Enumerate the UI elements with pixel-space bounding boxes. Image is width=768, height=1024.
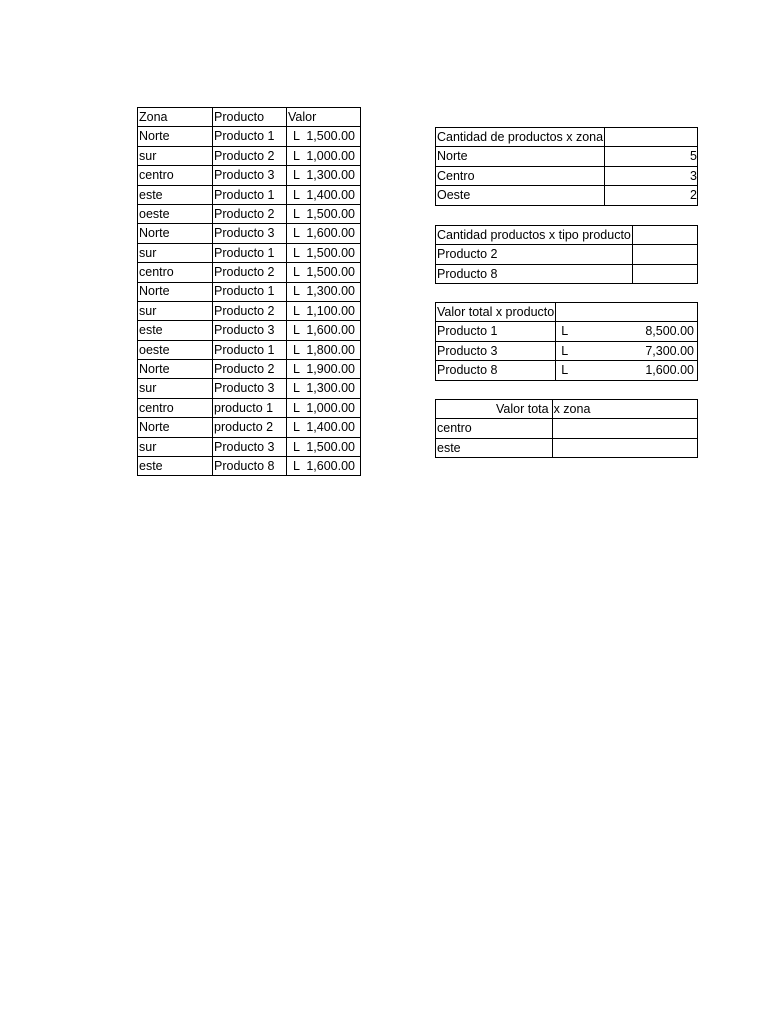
producto-cell[interactable]: producto 1 xyxy=(213,398,287,417)
currency-symbol: L xyxy=(293,342,300,357)
zona-count-title-row xyxy=(436,128,698,147)
currency-symbol: L xyxy=(293,362,300,377)
table-row xyxy=(138,418,361,437)
table-row xyxy=(138,437,361,456)
producto-cell[interactable]: Producto 1 xyxy=(213,340,287,359)
zona-cell[interactable]: sur xyxy=(138,379,213,398)
table-row xyxy=(138,204,361,223)
zona-count-value[interactable]: 5 xyxy=(605,147,698,166)
valor-amount: 1,400.00 xyxy=(306,187,355,202)
currency-symbol: L xyxy=(293,226,300,241)
table-row xyxy=(436,147,698,166)
producto-name[interactable]: Producto 8 xyxy=(436,361,556,380)
valor-cell[interactable] xyxy=(287,301,361,320)
producto-name[interactable]: Producto 2 xyxy=(436,245,633,264)
producto-cell[interactable]: Producto 3 xyxy=(213,437,287,456)
table-row xyxy=(138,301,361,320)
zona-name[interactable]: este xyxy=(436,438,553,457)
zona-cell[interactable]: oeste xyxy=(138,204,213,223)
valor-amount: 8,500.00 xyxy=(645,324,694,339)
zona-cell[interactable]: sur xyxy=(138,243,213,262)
header-valor[interactable]: Valor xyxy=(287,108,361,127)
zona-count-value[interactable]: 2 xyxy=(605,186,698,205)
valor-amount: 1,500.00 xyxy=(306,265,355,280)
zona-name[interactable]: Oeste xyxy=(436,186,605,205)
table-row xyxy=(138,127,361,146)
zona-cell[interactable]: oeste xyxy=(138,340,213,359)
zona-cell[interactable]: sur xyxy=(138,146,213,165)
zona-cell[interactable]: este xyxy=(138,321,213,340)
zona-cell[interactable]: este xyxy=(138,457,213,476)
valor-zona-title-row xyxy=(436,400,698,419)
tipo-count-title-cell[interactable] xyxy=(436,226,633,245)
currency-symbol: L xyxy=(293,323,300,338)
valor-cell[interactable] xyxy=(287,360,361,379)
valor-cell[interactable] xyxy=(556,341,698,360)
valor-amount: 1,500.00 xyxy=(306,439,355,454)
header-producto[interactable]: Producto xyxy=(213,108,287,127)
currency-symbol: L xyxy=(293,458,300,473)
producto-cell[interactable]: producto 2 xyxy=(213,418,287,437)
valor-cell[interactable] xyxy=(287,263,361,282)
table-row xyxy=(436,438,698,457)
valor-producto-title: Valor total x producto xyxy=(437,304,555,319)
empty-cell[interactable] xyxy=(605,128,698,147)
valor-cell[interactable] xyxy=(287,127,361,146)
valor-amount: 1,800.00 xyxy=(306,342,355,357)
valor-amount: 1,600.00 xyxy=(306,226,355,241)
table-header-row xyxy=(138,108,361,127)
producto-cell[interactable]: Producto 8 xyxy=(213,457,287,476)
zona-cell[interactable]: centro xyxy=(138,166,213,185)
producto-cell[interactable]: Producto 3 xyxy=(213,379,287,398)
currency-symbol: L xyxy=(293,265,300,280)
valor-zona-value[interactable] xyxy=(552,419,697,438)
table-row xyxy=(436,341,698,360)
producto-cell[interactable]: Producto 3 xyxy=(213,166,287,185)
currency-symbol: L xyxy=(293,439,300,454)
valor-zona-title-cell[interactable] xyxy=(436,400,553,419)
table-row xyxy=(138,360,361,379)
table-row xyxy=(138,340,361,359)
table-row xyxy=(138,185,361,204)
valor-cell[interactable] xyxy=(287,398,361,417)
zona-name[interactable]: Norte xyxy=(436,147,605,166)
producto-name[interactable]: Producto 3 xyxy=(436,341,556,360)
tipo-count-title-row xyxy=(436,226,698,245)
table-row xyxy=(138,263,361,282)
table-row xyxy=(138,321,361,340)
valor-cell[interactable] xyxy=(287,146,361,165)
table-row xyxy=(436,264,698,283)
currency-symbol: L xyxy=(561,343,569,358)
producto-cell[interactable]: Producto 1 xyxy=(213,243,287,262)
producto-cell[interactable]: Producto 1 xyxy=(213,282,287,301)
valor-amount: 1,000.00 xyxy=(306,148,355,163)
producto-name[interactable]: Producto 8 xyxy=(436,264,633,283)
producto-cell[interactable]: Producto 1 xyxy=(213,185,287,204)
valor-amount: 1,300.00 xyxy=(306,284,355,299)
producto-cell[interactable]: Producto 3 xyxy=(213,321,287,340)
table-row xyxy=(138,379,361,398)
valor-producto-title-cell[interactable] xyxy=(436,303,556,322)
valor-amount: 1,400.00 xyxy=(306,420,355,435)
valor-cell[interactable] xyxy=(287,204,361,223)
valor-cell[interactable] xyxy=(287,166,361,185)
table-row xyxy=(138,398,361,417)
valor-amount: 1,600.00 xyxy=(306,458,355,473)
table-row xyxy=(138,146,361,165)
table-row xyxy=(138,166,361,185)
tipo-count-title: Cantidad productos x tipo producto xyxy=(437,227,631,242)
valor-cell[interactable] xyxy=(287,224,361,243)
table-row xyxy=(138,224,361,243)
currency-symbol: L xyxy=(293,381,300,396)
zona-cell[interactable]: Norte xyxy=(138,418,213,437)
valor-amount: 1,500.00 xyxy=(306,129,355,144)
valor-amount: 1,600.00 xyxy=(306,323,355,338)
zona-count-title-cell[interactable] xyxy=(436,128,605,147)
currency-symbol: L xyxy=(561,363,569,378)
zona-cell[interactable]: sur xyxy=(138,301,213,320)
producto-cell[interactable]: Producto 3 xyxy=(213,224,287,243)
valor-cell[interactable] xyxy=(287,379,361,398)
valor-zona-table xyxy=(435,399,698,458)
valor-amount: 1,500.00 xyxy=(306,245,355,260)
valor-cell[interactable] xyxy=(287,340,361,359)
producto-cell[interactable]: Producto 2 xyxy=(213,146,287,165)
zona-cell[interactable]: centro xyxy=(138,398,213,417)
valor-amount: 1,500.00 xyxy=(306,206,355,221)
producto-cell[interactable]: Producto 2 xyxy=(213,263,287,282)
zona-cell[interactable]: Norte xyxy=(138,360,213,379)
valor-amount: 1,000.00 xyxy=(306,400,355,415)
valor-cell[interactable] xyxy=(287,321,361,340)
valor-zona-title-right: x zona xyxy=(553,401,591,416)
valor-amount: 1,900.00 xyxy=(306,362,355,377)
table-row xyxy=(436,419,698,438)
currency-symbol: L xyxy=(293,187,300,202)
valor-cell[interactable] xyxy=(287,282,361,301)
producto-cell[interactable]: Producto 1 xyxy=(213,127,287,146)
table-row xyxy=(436,322,698,341)
zona-cell[interactable]: Norte xyxy=(138,282,213,301)
valor-cell[interactable] xyxy=(287,185,361,204)
zona-cell[interactable]: centro xyxy=(138,263,213,282)
currency-symbol: L xyxy=(293,400,300,415)
currency-symbol: L xyxy=(293,148,300,163)
valor-cell[interactable] xyxy=(287,437,361,456)
currency-symbol: L xyxy=(293,303,300,318)
currency-symbol: L xyxy=(293,206,300,221)
valor-amount: 1,100.00 xyxy=(306,303,355,318)
valor-cell[interactable] xyxy=(287,243,361,262)
table-row xyxy=(138,282,361,301)
valor-cell[interactable] xyxy=(556,322,698,341)
empty-cell[interactable] xyxy=(632,226,697,245)
empty-cell[interactable] xyxy=(556,303,698,322)
table-row xyxy=(138,243,361,262)
tipo-count-value[interactable] xyxy=(632,245,697,264)
table-row xyxy=(138,457,361,476)
valor-producto-title-row xyxy=(436,303,698,322)
producto-cell[interactable]: Producto 2 xyxy=(213,301,287,320)
zona-cell[interactable]: Norte xyxy=(138,127,213,146)
zona-name[interactable]: Centro xyxy=(436,166,605,185)
zona-count-table xyxy=(435,127,698,206)
currency-symbol: L xyxy=(293,284,300,299)
producto-cell[interactable]: Producto 2 xyxy=(213,204,287,223)
valor-zona-title-left: Valor tota xyxy=(496,401,549,416)
valor-amount: 1,300.00 xyxy=(306,381,355,396)
valor-cell[interactable] xyxy=(287,418,361,437)
table-row xyxy=(436,245,698,264)
zona-cell[interactable]: sur xyxy=(138,437,213,456)
valor-cell[interactable] xyxy=(287,457,361,476)
zona-cell[interactable]: este xyxy=(138,185,213,204)
producto-cell[interactable]: Producto 2 xyxy=(213,360,287,379)
producto-name[interactable]: Producto 1 xyxy=(436,322,556,341)
tipo-count-table xyxy=(435,225,698,284)
valor-cell[interactable] xyxy=(556,361,698,380)
currency-symbol: L xyxy=(293,168,300,183)
tipo-count-value[interactable] xyxy=(632,264,697,283)
zona-count-title: Cantidad de productos x zona xyxy=(437,129,604,144)
zona-count-value[interactable]: 3 xyxy=(605,166,698,185)
table-row xyxy=(436,166,698,185)
currency-symbol: L xyxy=(293,420,300,435)
header-zona[interactable]: Zona xyxy=(138,108,213,127)
valor-amount: 1,600.00 xyxy=(645,363,694,378)
valor-amount: 7,300.00 xyxy=(645,343,694,358)
table-row xyxy=(436,361,698,380)
valor-zona-value[interactable] xyxy=(552,438,697,457)
valor-producto-table xyxy=(435,302,698,381)
currency-symbol: L xyxy=(293,245,300,260)
zona-cell[interactable]: Norte xyxy=(138,224,213,243)
valor-amount: 1,300.00 xyxy=(306,168,355,183)
table-row xyxy=(436,186,698,205)
sales-table xyxy=(137,107,361,476)
currency-symbol: L xyxy=(293,129,300,144)
valor-zona-title-right-cell[interactable] xyxy=(552,400,697,419)
zona-name[interactable]: centro xyxy=(436,419,553,438)
currency-symbol: L xyxy=(561,324,569,339)
